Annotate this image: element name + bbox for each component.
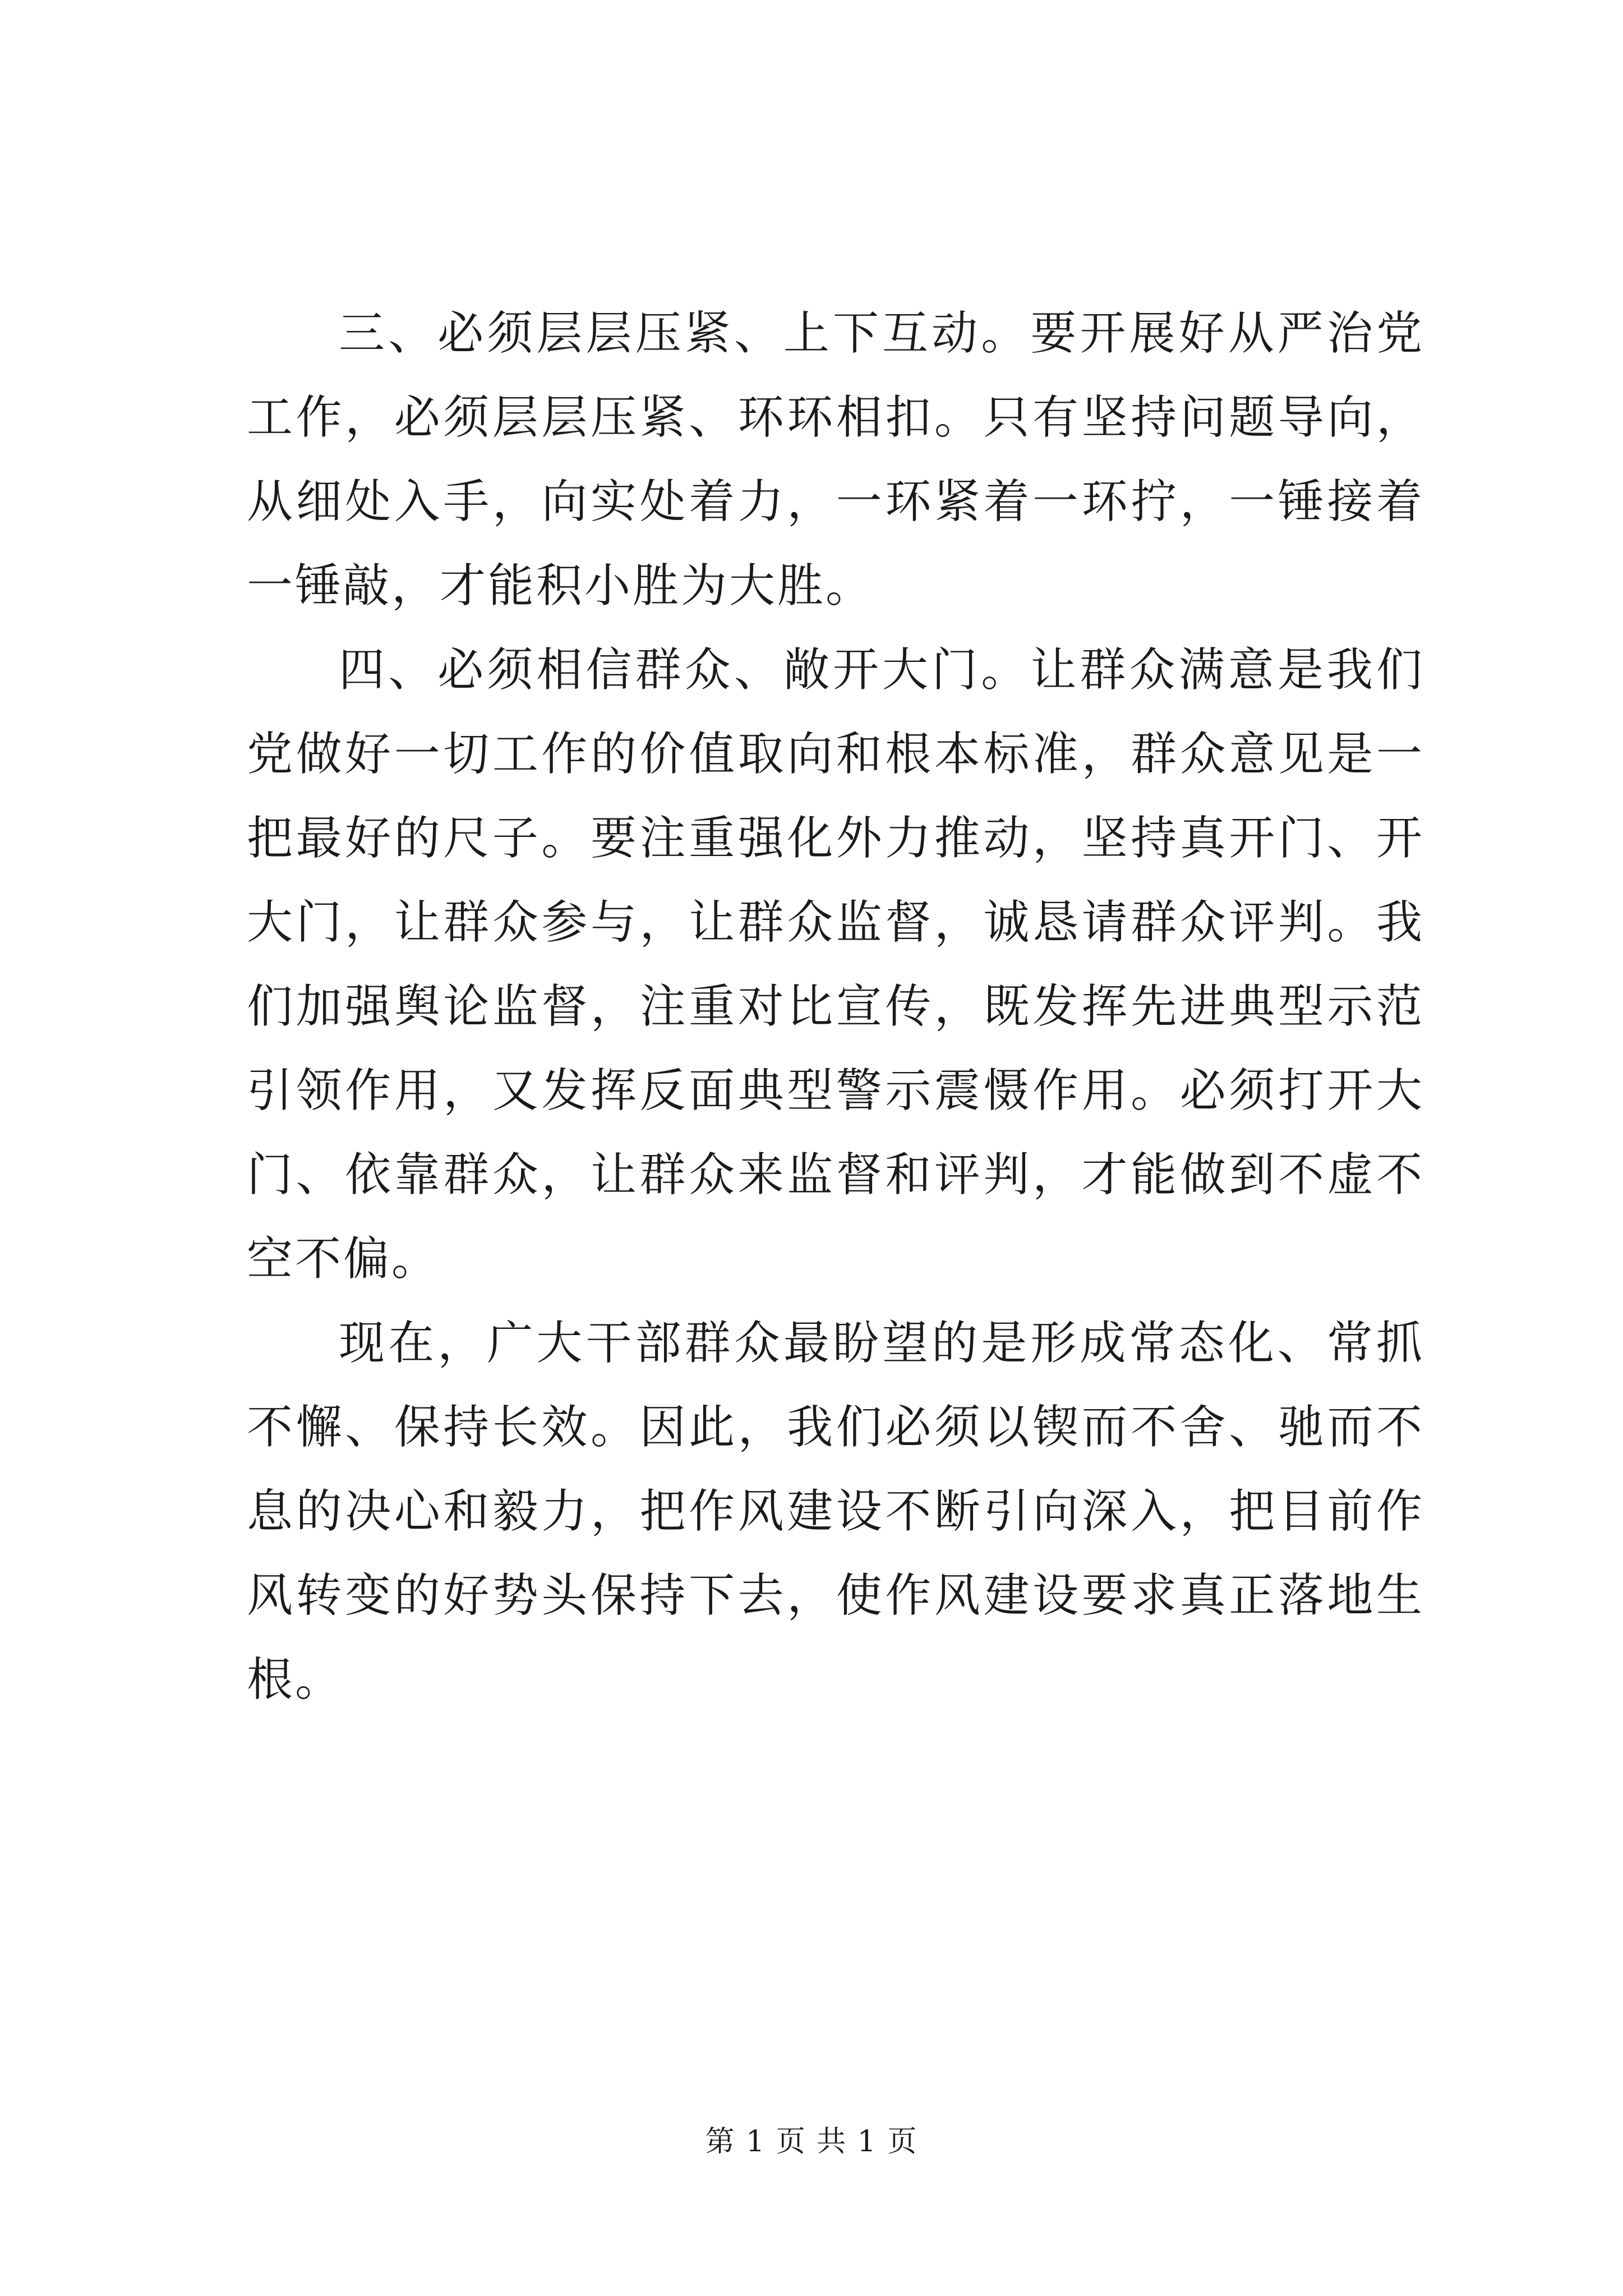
paragraph-4: 四、必须相信群众、敞开大门。让群众满意是我们党做好一切工作的价值取向和根本标准，群众意见是一把最好的尺子。要注重强化外力推动，坚持真开门、开大门，让群众参与，让群众监督，诚恳请群众评判。我们加强舆论监督，注重对比宣传，既发挥先进典型示范引领作用，又发挥反面典型警示震慑作用。必须打开大门、依靠群众，让群众来监督和评判，才能做到不虚不空不偏。 — [247, 643, 1424, 1286]
paragraph-conclusion: 现在，广大干部群众最盼望的是形成常态化、常抓不懈、保持长效。因此，我们必须以锲而不舍、驰而不息的决心和毅力，把作风建设不断引向深入，把目前作风转变的好势头保持下去，使作风建设要求真正落地生根。 — [247, 1317, 1424, 1706]
page-footer: 第 1 页 共 1 页 — [705, 2125, 918, 2159]
document-body — [247, 292, 1424, 1722]
paragraph-3: 三、必须层层压紧、上下互动。要开展好从严治党工作，必须层层压紧、环环相扣。只有坚持问题导向，从细处入手，向实处着力，一环紧着一环拧，一锤接着一锤敲，才能积小胜为大胜。 — [247, 307, 1424, 613]
